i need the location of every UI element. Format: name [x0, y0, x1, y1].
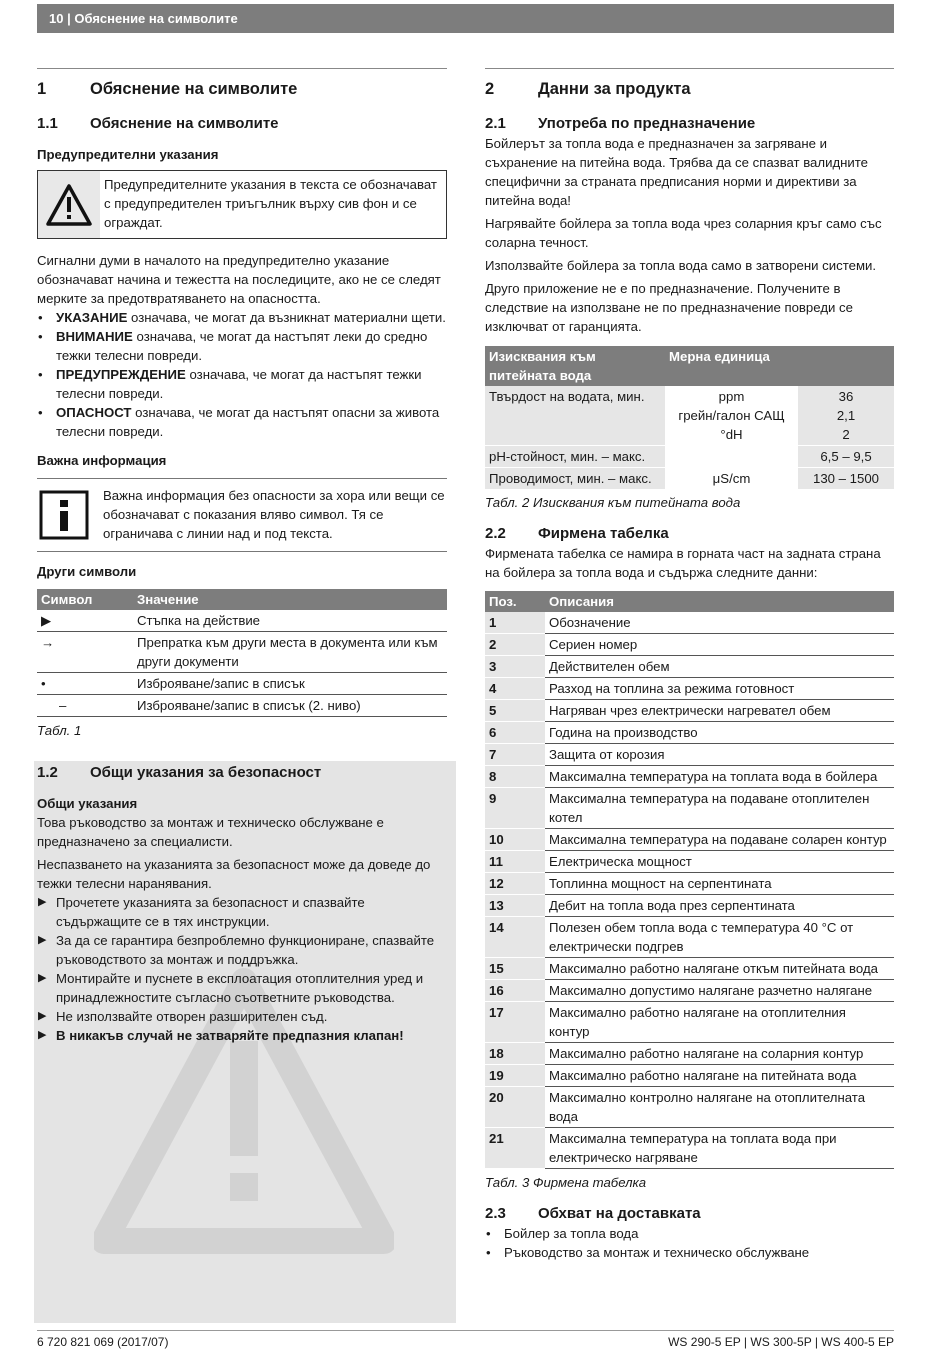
table-header: Поз. [485, 591, 545, 612]
table-row [485, 766, 894, 788]
table-row: • Изброяване/запис в списък [37, 673, 447, 695]
position-cell: 12 [485, 873, 545, 895]
general-paragraph-1: Това ръководство за монтаж и техническо обслужване е предназначено за специалисти. [37, 815, 384, 849]
plate-intro: Фирмената табелка се намира в горната част на задната страна на бойлера за топла вода и съдържа следните данни: [485, 546, 881, 580]
table-caption: Табл. 1 [37, 723, 82, 738]
description-cell: Полезен обем топла вода с температура 40 °C от електрически подгрев [545, 917, 894, 958]
position-cell: 10 [485, 829, 545, 851]
safety-steps-list [37, 893, 447, 1045]
header-title: Обяснение на символите [74, 11, 238, 26]
position-cell: 16 [485, 980, 545, 1002]
left-column [37, 68, 447, 740]
table-row [485, 700, 894, 722]
table-row [485, 1043, 894, 1065]
section-heading-1: 1 Обяснение на символите [37, 80, 298, 98]
paragraph: Нагрявайте бойлера за топла вода чрез соларния кръг само със соларна течност. [485, 216, 882, 250]
list-item: ▶ Не използвайте отворен разширителен съд. [38, 1009, 328, 1024]
table-row: Проводимост, мин. – макс. μS/cm 130 – 1500 [485, 468, 894, 490]
table-row [485, 1065, 894, 1087]
table-header: Изисквания към питейната вода [485, 346, 665, 386]
table-row [485, 829, 894, 851]
footer-divider [37, 1330, 894, 1331]
paragraph: Друго приложение не е по предназначение. Получените в следствие на използване не по предназначение повреди се изключват от гаранцията. [485, 281, 853, 334]
table-row [485, 788, 894, 829]
table-row: – Изброяване/запис в списък (2. ниво) [37, 695, 447, 717]
position-cell: 18 [485, 1043, 545, 1065]
table-row [485, 851, 894, 873]
section-heading-2-2: 2.2 Фирмена табелка [485, 525, 669, 542]
warning-triangle-icon [38, 171, 100, 238]
section-heading-1-1: 1.1 Обяснение на символите [37, 115, 279, 132]
position-cell: 4 [485, 678, 545, 700]
warning-box-text: Предупредителните указания в текста се обозначават с предупредителен триъгълник върху сив фон и се ограждат. [104, 177, 437, 230]
footer-doc-number: 6 720 821 069 (2017/07) [37, 1335, 169, 1349]
position-cell: 15 [485, 958, 545, 980]
paragraph: Бойлерът за топла вода е предназначен за загряване и съхранение на питейна вода. Трябва да се спазват валидните специфични за страната предписания норми и директиви за питейна вода! [485, 136, 869, 208]
description-cell: Максимална температура на подаване отоплителен котел [545, 788, 894, 829]
position-cell: 17 [485, 1002, 545, 1043]
description-cell: Електрическа мощност [545, 851, 894, 873]
list-item: ▶ Монтирайте и пуснете в експлоатация отоплителния уред и принадлежностите съгласно съответните ръководства. [38, 971, 424, 1005]
page-number: 10 [49, 11, 64, 26]
table-row [485, 1128, 894, 1169]
position-cell: 11 [485, 851, 545, 873]
symbols-table [37, 589, 447, 717]
table-header: Значение [133, 589, 447, 610]
list-item: • Бойлер за топла вода [485, 1224, 894, 1243]
position-cell: 21 [485, 1128, 545, 1169]
description-cell: Действителен обем [545, 656, 894, 678]
description-cell: Максимална температура на подаване соларен контур [545, 829, 894, 851]
position-cell: 20 [485, 1087, 545, 1128]
nameplate-table [485, 591, 894, 1169]
list-item: • ПРЕДУПРЕЖДЕНИЕ означава, че могат да настъпят тежки телесни повреди. [37, 365, 447, 403]
description-cell: Разход на топлина за режима готовност [545, 678, 894, 700]
symbol-cell: ▶ [37, 610, 133, 632]
table-row: ▶ Стъпка на действие [37, 610, 447, 632]
table-row [485, 1002, 894, 1043]
position-cell: 7 [485, 744, 545, 766]
description-cell: Максимална температура на топлата вода в бойлера [545, 766, 894, 788]
table-row [485, 656, 894, 678]
table-row: pH-стойност, мин. – макс. 6,5 – 9,5 [485, 446, 894, 468]
description-cell: Нагряван чрез електрически нагревател обем [545, 700, 894, 722]
table-caption: Табл. 2 Изисквания към питейната вода [485, 495, 741, 510]
table-header [798, 346, 894, 386]
warning-heading: Предупредителни указания [37, 147, 219, 162]
list-item: • ОПАСНОСТ означава, че могат да настъпят опасни за живота телесни повреди. [37, 403, 447, 441]
info-box [37, 478, 447, 552]
list-item: • УКАЗАНИЕ означава, че могат да възникнат материални щети. [37, 308, 447, 327]
info-box-text: Важна информация без опасности за хора или вещи се обозначават с показания вляво символ. Тя се ограничава с линии над и под текста. [103, 488, 445, 541]
table-row [485, 1087, 894, 1128]
safety-section [34, 761, 456, 1323]
water-requirements-table [485, 346, 894, 489]
signal-words-intro: Сигнални думи в началото на предупредително указание обозначават начина и тежестта на последиците, ако не се следят мерките за предотвратяването на опасността. [37, 253, 441, 306]
table-row [485, 722, 894, 744]
list-item: ▶ Прочетете указанията за безопасност и спазвайте съдържащите се в тях инструкции. [38, 895, 365, 929]
table-header: Описания [545, 591, 894, 612]
position-cell: 9 [485, 788, 545, 829]
table-header: Мерна единица [665, 346, 798, 386]
description-cell: Обозначение [545, 612, 894, 634]
description-cell: Сериен номер [545, 634, 894, 656]
info-heading: Важна информация [37, 453, 167, 468]
table-row [485, 958, 894, 980]
page-header: 10 | Обяснение на символите [37, 4, 894, 33]
footer-models: WS 290-5 EP | WS 300-5P | WS 400-5 EP [668, 1335, 894, 1349]
section-heading-2: 2 Данни за продукта [485, 80, 691, 98]
table-row [485, 678, 894, 700]
position-cell: 8 [485, 766, 545, 788]
table-row [485, 612, 894, 634]
other-symbols-heading: Други символи [37, 564, 137, 579]
list-item: ▶ В никакъв случай не затваряйте предпазния клапан! [38, 1028, 404, 1043]
table-row: → Препратка към други места в документа или към други документи [37, 632, 447, 673]
position-cell: 19 [485, 1065, 545, 1087]
section-heading-1-2: 1.2 Общи указания за безопасност [37, 764, 322, 781]
signal-words-list [37, 308, 447, 441]
general-paragraph-2: Неспазването на указанията за безопасност може да доведе до тежки телесни наранявания. [37, 857, 431, 891]
description-cell: Максимално контролно налягане на отоплителната вода [545, 1087, 894, 1128]
symbol-cell: → [37, 632, 133, 673]
description-cell: Максимално работно налягане на отоплителния контур [545, 1002, 894, 1043]
position-cell: 1 [485, 612, 545, 634]
table-row: Твърдост на водата, мин. ppm грейн/галон САЩ °dH 36 2,1 2 [485, 386, 894, 446]
warning-box [37, 170, 447, 239]
description-cell: Максимално допустимо налягане разчетно налягане [545, 980, 894, 1002]
description-cell: Максимално работно налягане на питейната вода [545, 1065, 894, 1087]
position-cell: 6 [485, 722, 545, 744]
table-row [485, 895, 894, 917]
general-heading: Общи указания [37, 796, 138, 811]
description-cell: Топлинна мощност на серпентината [545, 873, 894, 895]
symbol-cell: • [37, 673, 133, 695]
description-cell: Максимална температура на топлата вода при електрическо нагряване [545, 1128, 894, 1169]
description-cell: Защита от корозия [545, 744, 894, 766]
section-heading-2-3: 2.3 Обхват на доставката [485, 1205, 701, 1222]
list-item: • ВНИМАНИЕ означава, че могат да настъпят леки до средно тежки телесни повреди. [37, 327, 447, 365]
position-cell: 2 [485, 634, 545, 656]
position-cell: 5 [485, 700, 545, 722]
symbol-cell: – [37, 695, 133, 717]
description-cell: Максимално работно налягане на соларния контур [545, 1043, 894, 1065]
table-caption: Табл. 3 Фирмена табелка [485, 1175, 647, 1190]
paragraph: Използвайте бойлера за топла вода само в затворени системи. [485, 258, 877, 273]
table-header: Символ [37, 589, 133, 610]
right-column [485, 68, 894, 1262]
table-row [485, 980, 894, 1002]
position-cell: 14 [485, 917, 545, 958]
description-cell: Дебит на топла вода през серпентината [545, 895, 894, 917]
table-row [485, 634, 894, 656]
table-row [485, 744, 894, 766]
list-item: • Ръководство за монтаж и техническо обслужване [485, 1243, 894, 1262]
table-row [485, 873, 894, 895]
position-cell: 13 [485, 895, 545, 917]
position-cell: 3 [485, 656, 545, 678]
section-heading-2-1: 2.1 Употреба по предназначение [485, 115, 756, 132]
info-icon [37, 486, 103, 543]
description-cell: Максимално работно налягане откъм питейната вода [545, 958, 894, 980]
description-cell: Година на производство [545, 722, 894, 744]
table-row [485, 917, 894, 958]
delivery-list [485, 1224, 894, 1262]
list-item: ▶ За да се гарантира безпроблемно функциониране, спазвайте ръководството за монтаж и поддръжка. [38, 933, 435, 967]
